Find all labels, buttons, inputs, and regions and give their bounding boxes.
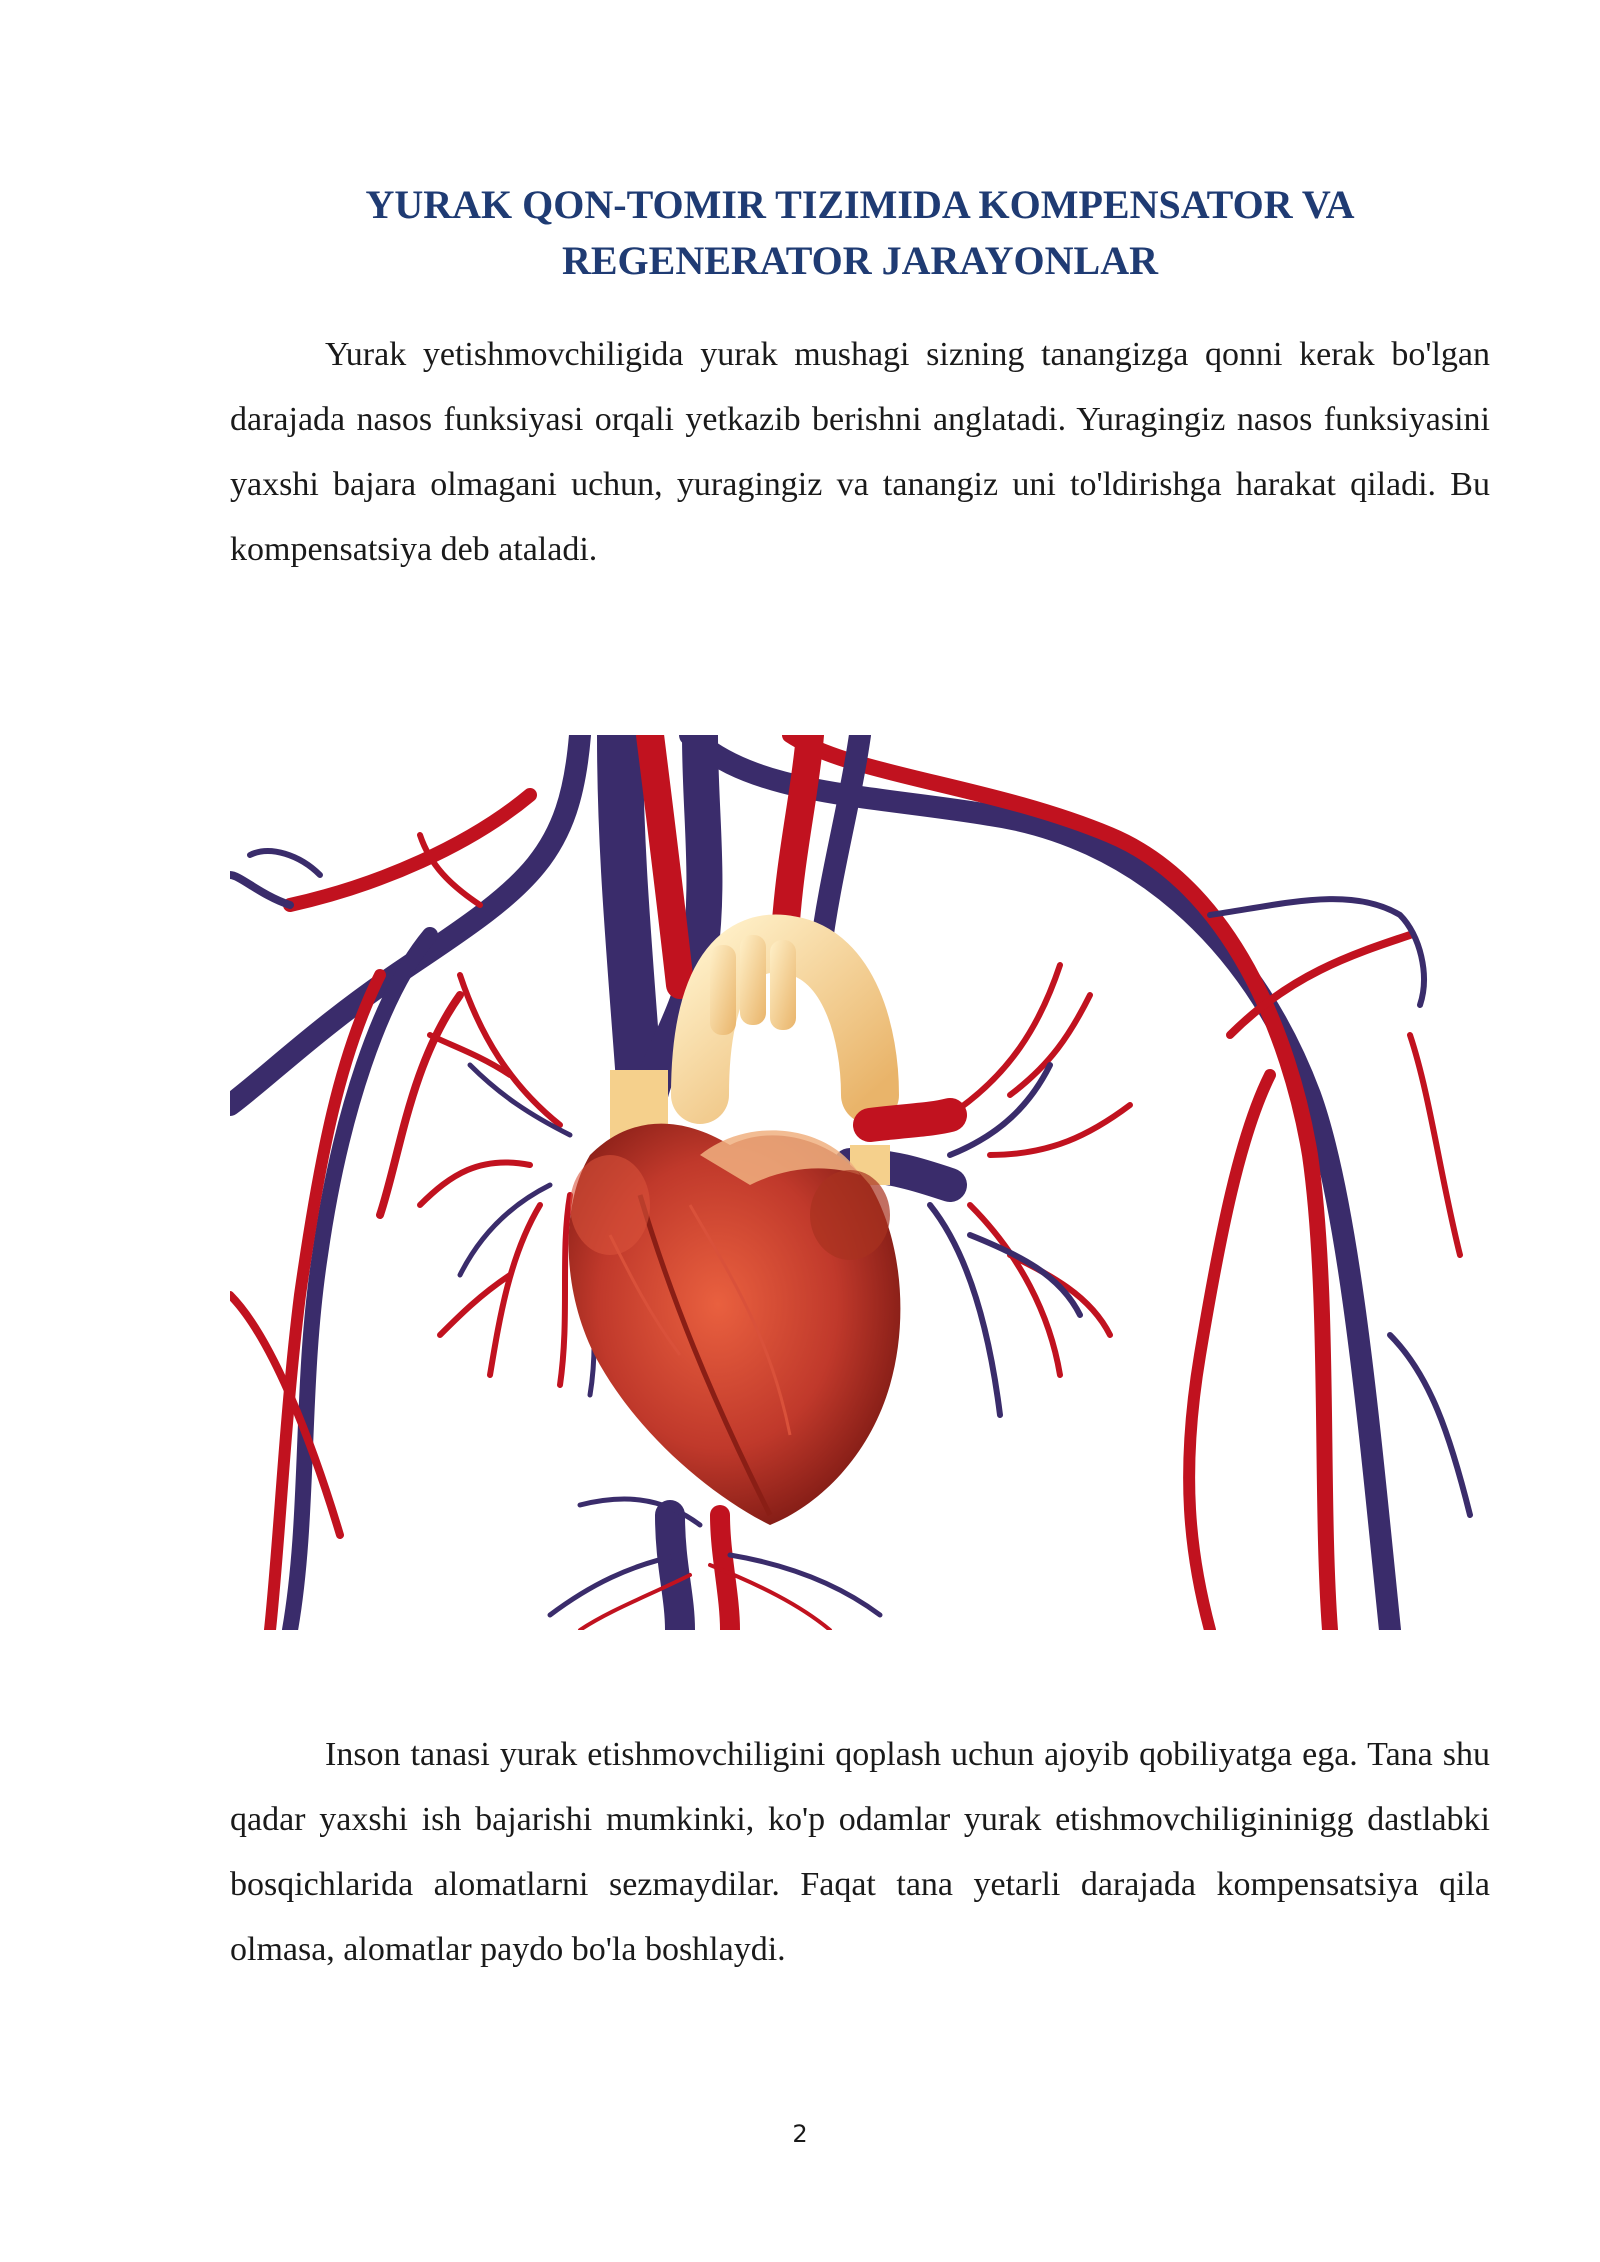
title-line-2: REGENERATOR JARAYONLAR [561,237,1158,283]
title-line-1: YURAK QON-TOMIR TIZIMIDA KOMPENSATOR VA [365,181,1355,227]
page-title [230,177,1490,289]
heart-illustration [230,735,1490,1630]
heart-icon [230,735,1490,1630]
page-number: 2 [792,2120,808,2148]
paragraph-1: Yurak yetishmovchiligida yurak mushagi sizning tanangizga qonni kerak bo'lgan darajada nasos funksiyasi orqali yetkazib berishni anglatadi. Yuragingiz nasos funksiyasini yaxshi bajara olmagani uchun, yuragingiz va tanangiz uni to'ldirishga harakat qiladi. Bu kompensatsiya deb ataladi. [230,336,1490,568]
paragraph-2: Inson tanasi yurak etishmovchiligini qoplash uchun ajoyib qobiliyatga ega. Tana shu qadar yaxshi ish bajarishi mumkinki, ko'p odamlar yurak etishmovchiligininigg dastlabki bosqichlarida alomatlarni sezmaydilar. Faqat tana yetarli darajada kompensatsiya qila olmasa, alomatlar paydo bo'la boshlaydi. [230,1736,1490,1968]
